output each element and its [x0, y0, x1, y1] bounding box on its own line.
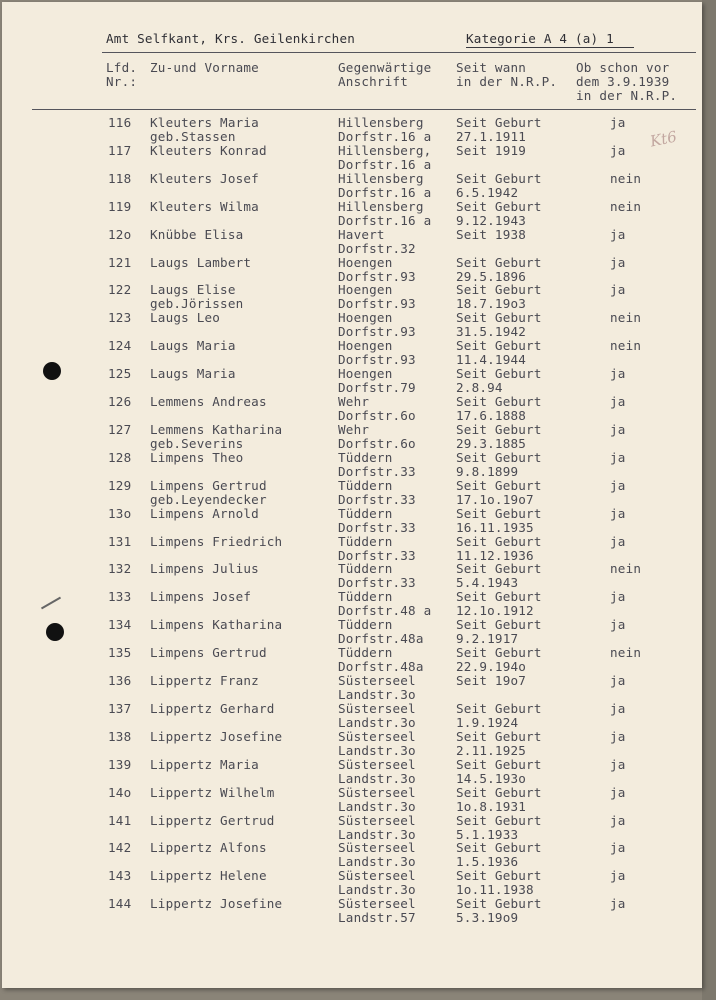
row-number: 125: [108, 366, 132, 382]
row-number: 143: [108, 868, 132, 884]
row-street: Dorfstr.79: [338, 380, 416, 396]
row-birth-date: 1o.8.1931: [456, 798, 527, 814]
row-street: Dorfstr.32: [338, 240, 416, 256]
row-since: Seit Geburt: [456, 645, 542, 661]
row-place: Hillensberg,: [338, 142, 432, 158]
row-place: Hoengen: [338, 282, 393, 298]
row-number: 128: [108, 449, 132, 465]
row-street: Dorfstr.48a: [338, 659, 424, 675]
row-number: 134: [108, 617, 132, 633]
row-name: Limpens Gertrud: [150, 645, 267, 661]
row-since: Seit Geburt: [456, 421, 542, 437]
row-birth-date: 22.9.194o: [456, 659, 527, 675]
row-name: Limpens Friedrich: [150, 533, 283, 549]
row-number: 137: [108, 700, 132, 716]
row-number: 14o: [108, 784, 132, 800]
row-street: Dorfstr.48a: [338, 631, 424, 647]
row-birth-date: 5.4.1943: [456, 575, 519, 591]
row-place: Tüddern: [338, 505, 393, 521]
header-rule-top: [102, 52, 696, 53]
row-number: 133: [108, 589, 132, 605]
row-before-1939: ja: [610, 115, 626, 130]
row-place: Hoengen: [338, 310, 393, 326]
row-street: Dorfstr.16 a: [338, 184, 432, 200]
row-birth-date: 9.8.1899: [456, 463, 519, 479]
row-street: Landstr.3o: [338, 826, 416, 842]
row-since: Seit Geburt: [456, 812, 542, 828]
row-street: Dorfstr.93: [338, 352, 416, 368]
row-number: 132: [108, 561, 132, 577]
row-since: Seit Geburt: [456, 868, 542, 884]
row-name: Laugs Lambert: [150, 254, 252, 270]
row-place: Havert: [338, 226, 385, 242]
row-since: Seit 1919: [456, 142, 527, 158]
row-street: Dorfstr.6o: [338, 408, 416, 423]
row-since: Seit Geburt: [456, 282, 542, 298]
row-number: 131: [108, 533, 132, 549]
row-number: 129: [108, 477, 132, 493]
row-birth-date: 5.3.19o9: [456, 910, 519, 926]
punch-hole-lower: [46, 623, 64, 641]
row-since: Seit Geburt: [456, 589, 542, 605]
row-number: 138: [108, 728, 132, 744]
row-number: 122: [108, 282, 132, 298]
row-name: Lippertz Alfons: [150, 840, 267, 856]
row-number: 12o: [108, 226, 132, 242]
row-place: Hillensberg: [338, 170, 424, 186]
row-name: Lippertz Wilhelm: [150, 784, 275, 800]
row-birth-date: 9.12.1943: [456, 212, 527, 228]
row-place: Süsterseel: [338, 812, 416, 828]
row-since: Seit Geburt: [456, 700, 542, 716]
row-place: Tüddern: [338, 449, 393, 465]
row-before-1939: ja: [610, 449, 626, 465]
row-name: Laugs Leo: [150, 310, 221, 326]
row-before-1939: ja: [610, 394, 626, 409]
row-number: 123: [108, 310, 132, 326]
row-number: 13o: [108, 505, 132, 521]
row-name: Lippertz Josefine: [150, 896, 283, 912]
row-name: Lippertz Gerhard: [150, 700, 275, 716]
row-place: Süsterseel: [338, 896, 416, 912]
row-birth-date: 12.1o.1912: [456, 603, 534, 619]
row-place: Tüddern: [338, 561, 393, 577]
row-before-1939: ja: [610, 617, 626, 633]
row-birth-date: 14.5.193o: [456, 770, 527, 786]
row-street: Dorfstr.33: [338, 519, 416, 535]
row-name: Lippertz Gertrud: [150, 812, 275, 828]
row-name: Limpens Katharina: [150, 617, 283, 633]
row-birth-date: 17.6.1888: [456, 408, 527, 423]
row-before-1939: nein: [610, 645, 642, 661]
row-birth-date: 18.7.19o3: [456, 296, 527, 312]
row-name: Kleuters Maria: [150, 115, 259, 130]
row-name: Limpens Theo: [150, 449, 244, 465]
row-birth-date: 17.1o.19o7: [456, 491, 534, 507]
col-before-label-2: dem 3.9.1939: [576, 74, 670, 89]
row-name: Laugs Elise: [150, 282, 236, 298]
row-number: 144: [108, 896, 132, 912]
row-name: Laugs Maria: [150, 366, 236, 382]
header-rule-bottom: [32, 109, 696, 110]
row-name: Knübbe Elisa: [150, 226, 244, 242]
row-place: Hoengen: [338, 338, 393, 354]
row-place: Süsterseel: [338, 784, 416, 800]
row-maiden-name: geb.Jörissen: [150, 296, 244, 312]
row-before-1939: ja: [610, 589, 626, 605]
row-name: Kleuters Wilma: [150, 198, 259, 214]
row-before-1939: nein: [610, 561, 642, 577]
row-name: Limpens Arnold: [150, 505, 259, 521]
row-before-1939: ja: [610, 226, 626, 242]
row-place: Süsterseel: [338, 756, 416, 772]
row-birth-date: 5.1.1933: [456, 826, 519, 842]
row-since: Seit Geburt: [456, 617, 542, 633]
row-name: Lippertz Helene: [150, 868, 267, 884]
row-before-1939: ja: [610, 673, 626, 688]
row-before-1939: ja: [610, 756, 626, 772]
row-before-1939: ja: [610, 477, 626, 493]
row-birth-date: 2.11.1925: [456, 742, 527, 758]
row-before-1939: ja: [610, 784, 626, 800]
row-before-1939: ja: [610, 868, 626, 884]
col-address-label-2: Anschrift: [338, 74, 409, 89]
row-since: Seit Geburt: [456, 449, 542, 465]
document-page: [2, 2, 702, 988]
row-street: Dorfstr.93: [338, 324, 416, 340]
row-street: Landstr.3o: [338, 882, 416, 898]
row-street: Landstr.3o: [338, 742, 416, 758]
col-before-label-1: Ob schon vor: [576, 60, 670, 75]
row-name: Lippertz Josefine: [150, 728, 283, 744]
row-number: 127: [108, 421, 132, 437]
row-place: Hoengen: [338, 366, 393, 382]
row-street: Landstr.3o: [338, 798, 416, 814]
row-birth-date: 9.2.1917: [456, 631, 519, 647]
row-street: Dorfstr.16 a: [338, 212, 432, 228]
row-birth-date: 16.11.1935: [456, 519, 534, 535]
row-street: Dorfstr.33: [338, 547, 416, 563]
row-before-1939: ja: [610, 421, 626, 437]
row-since: Seit Geburt: [456, 366, 542, 382]
row-number: 142: [108, 840, 132, 856]
row-number: 116: [108, 115, 132, 130]
row-name: Lemmens Katharina: [150, 421, 283, 437]
row-before-1939: ja: [610, 840, 626, 856]
row-street: Landstr.3o: [338, 770, 416, 786]
row-number: 139: [108, 756, 132, 772]
col-since-label-2: in der N.R.P.: [456, 74, 558, 89]
row-since: Seit Geburt: [456, 505, 542, 521]
row-since: Seit Geburt: [456, 896, 542, 912]
col-before-label-3: in der N.R.P.: [576, 88, 678, 103]
background-edge: [702, 0, 716, 1000]
row-street: Dorfstr.33: [338, 575, 416, 591]
row-street: Landstr.57: [338, 910, 416, 926]
row-before-1939: nein: [610, 310, 642, 326]
row-street: Landstr.3o: [338, 854, 416, 870]
row-since: Seit Geburt: [456, 728, 542, 744]
row-birth-date: 2.8.94: [456, 380, 503, 396]
row-street: Dorfstr.48 a: [338, 603, 432, 619]
row-since: Seit Geburt: [456, 394, 542, 409]
row-since: Seit Geburt: [456, 170, 542, 186]
row-place: Wehr: [338, 421, 370, 437]
col-nr-label-1: Lfd.: [106, 60, 138, 75]
row-since: Seit Geburt: [456, 477, 542, 493]
row-place: Hillensberg: [338, 115, 424, 130]
row-number: 126: [108, 394, 132, 409]
category-underline: [466, 47, 634, 48]
col-since-label-1: Seit wann: [456, 60, 527, 75]
row-before-1939: ja: [610, 505, 626, 521]
row-before-1939: ja: [610, 366, 626, 382]
row-birth-date: 1o.11.1938: [456, 882, 534, 898]
row-since: Seit Geburt: [456, 561, 542, 577]
row-place: Tüddern: [338, 645, 393, 661]
row-since: Seit Geburt: [456, 310, 542, 326]
row-street: Dorfstr.93: [338, 268, 416, 284]
row-name: Limpens Gertrud: [150, 477, 267, 493]
row-before-1939: nein: [610, 338, 642, 354]
row-number: 141: [108, 812, 132, 828]
row-street: Dorfstr.6o: [338, 435, 416, 451]
row-since: Seit Geburt: [456, 115, 542, 130]
row-name: Laugs Maria: [150, 338, 236, 354]
row-place: Süsterseel: [338, 673, 416, 688]
row-place: Tüddern: [338, 589, 393, 605]
row-name: Lippertz Franz: [150, 673, 259, 688]
row-number: 118: [108, 170, 132, 186]
row-since: Seit Geburt: [456, 533, 542, 549]
row-place: Süsterseel: [338, 700, 416, 716]
category-header: Kategorie A 4 (a) 1: [466, 31, 614, 46]
punch-hole-upper: [43, 362, 61, 380]
row-street: Dorfstr.33: [338, 491, 416, 507]
row-name: Limpens Julius: [150, 561, 259, 577]
row-street: Dorfstr.33: [338, 463, 416, 479]
row-since: Seit 19o7: [456, 673, 527, 688]
row-before-1939: ja: [610, 254, 626, 270]
row-birth-date: 11.4.1944: [456, 352, 527, 368]
row-since: Seit Geburt: [456, 254, 542, 270]
row-street: Dorfstr.16 a: [338, 156, 432, 172]
row-before-1939: ja: [610, 896, 626, 912]
col-address-label-1: Gegenwärtige: [338, 60, 432, 75]
row-place: Tüddern: [338, 477, 393, 493]
row-since: Seit Geburt: [456, 840, 542, 856]
col-name-label: Zu-und Vorname: [150, 60, 259, 75]
row-birth-date: 11.12.1936: [456, 547, 534, 563]
row-place: Süsterseel: [338, 868, 416, 884]
row-place: Tüddern: [338, 617, 393, 633]
row-birth-date: 6.5.1942: [456, 184, 519, 200]
row-name: Kleuters Konrad: [150, 142, 267, 158]
row-maiden-name: geb.Severins: [150, 435, 244, 451]
row-number: 119: [108, 198, 132, 214]
row-maiden-name: geb.Stassen: [150, 129, 236, 144]
col-nr-label-2: Nr.:: [106, 74, 138, 89]
row-birth-date: 29.3.1885: [456, 435, 527, 451]
row-birth-date: 1.5.1936: [456, 854, 519, 870]
row-birth-date: 1.9.1924: [456, 714, 519, 730]
row-before-1939: nein: [610, 170, 642, 186]
row-since: Seit Geburt: [456, 784, 542, 800]
row-before-1939: ja: [610, 282, 626, 298]
row-place: Hoengen: [338, 254, 393, 270]
row-birth-date: 29.5.1896: [456, 268, 527, 284]
row-birth-date: 31.5.1942: [456, 324, 527, 340]
row-place: Süsterseel: [338, 728, 416, 744]
row-number: 124: [108, 338, 132, 354]
row-name: Lemmens Andreas: [150, 394, 267, 409]
row-since: Seit Geburt: [456, 198, 542, 214]
row-street: Landstr.3o: [338, 687, 416, 702]
pencil-mark: [41, 597, 61, 610]
row-birth-date: 27.1.1911: [456, 129, 527, 144]
row-before-1939: ja: [610, 533, 626, 549]
row-name: Limpens Josef: [150, 589, 252, 605]
row-number: 135: [108, 645, 132, 661]
row-number: 117: [108, 142, 132, 158]
row-since: Seit Geburt: [456, 756, 542, 772]
row-name: Lippertz Maria: [150, 756, 259, 772]
row-before-1939: ja: [610, 142, 626, 158]
row-number: 136: [108, 673, 132, 688]
row-number: 121: [108, 254, 132, 270]
row-since: Seit 1938: [456, 226, 527, 242]
row-since: Seit Geburt: [456, 338, 542, 354]
row-place: Hillensberg: [338, 198, 424, 214]
handwritten-mark: Kt6: [648, 127, 679, 151]
row-street: Dorfstr.93: [338, 296, 416, 312]
row-place: Tüddern: [338, 533, 393, 549]
row-before-1939: ja: [610, 812, 626, 828]
row-street: Dorfstr.16 a: [338, 129, 432, 144]
row-maiden-name: geb.Leyendecker: [150, 491, 267, 507]
row-before-1939: ja: [610, 700, 626, 716]
row-street: Landstr.3o: [338, 714, 416, 730]
row-place: Wehr: [338, 394, 370, 409]
office-header: Amt Selfkant, Krs. Geilenkirchen: [106, 31, 356, 46]
row-before-1939: ja: [610, 728, 626, 744]
row-place: Süsterseel: [338, 840, 416, 856]
row-name: Kleuters Josef: [150, 170, 259, 186]
row-before-1939: nein: [610, 198, 642, 214]
